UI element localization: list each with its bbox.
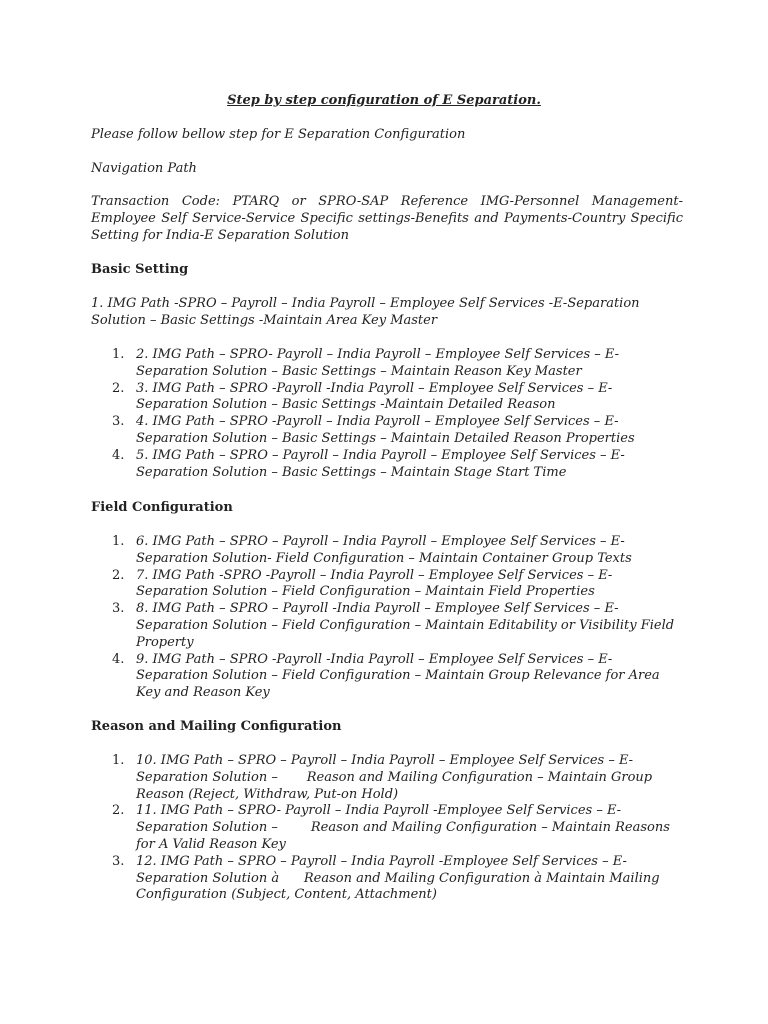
basic-setting-first-path: 1. IMG Path -SPRO – Payroll – India Payroll – Employee Self Services -E-Separation Solution – Basic Settings -Maintain Area Key Master <box>91 296 640 328</box>
list-item <box>91 753 683 803</box>
list-item-text: 4. IMG Path – SPRO -Payroll – India Payroll – Employee Self Services – E-Separation Solution – Basic Settings – Maintain Detailed Reason Properties <box>136 414 635 446</box>
list-item-text: 5. IMG Path – SPRO – Payroll – India Payroll – Employee Self Services – E-Separation Solution – Basic Settings – Maintain Stage Start Time <box>136 447 625 480</box>
list-number: 3. <box>112 601 125 617</box>
list-item-text: 12. IMG Path – SPRO – Payroll – India Payroll -Employee Self Services – E-Separation Solution à Reason and Mailing Configuration à Maintain Mailing Configuration (Subject, Content, Attachment) <box>136 853 660 903</box>
list-item <box>91 381 683 415</box>
list-item-text: 10. IMG Path – SPRO – Payroll – India Payroll – Employee Self Services – E-Separation Solution – Reason and Mailing Configuration – Maintain Group Reason (Reject, Withdraw, Put-on Hold) <box>136 753 653 802</box>
list-number: 1. <box>112 347 125 362</box>
list-item-text: 6. IMG Path – SPRO – Payroll – India Payroll – Employee Self Services – E-Separation Solution- Field Configuration – Maintain Container Group Texts <box>136 534 632 566</box>
list-item <box>91 347 683 381</box>
list-item <box>91 568 683 602</box>
list-item <box>91 601 683 651</box>
list-number: 3. <box>112 414 125 430</box>
list-item <box>91 414 683 448</box>
basic-setting-list <box>91 347 683 481</box>
intro-text: Please follow bellow step for E Separation Configuration <box>91 127 466 142</box>
transaction-code-paragraph: Transaction Code: PTARQ or SPRO-SAP Reference IMG-Personnel Management-Employee Self Service-Service Specific settings-Benefits and Payments-Country Specific Setting for India-E Separation Solution <box>91 194 683 243</box>
list-item-text: 3. IMG Path – SPRO -Payroll -India Payroll – Employee Self Services – E-Separation Solution – Basic Settings -Maintain Detailed Reason <box>136 380 613 413</box>
document-title: Step by step configuration of E Separation. <box>227 93 541 108</box>
list-number: 4. <box>112 447 125 463</box>
list-item-text: 2. IMG Path – SPRO- Payroll – India Payroll – Employee Self Services – E-Separation Solution – Basic Settings – Maintain Reason Key Master <box>136 347 620 379</box>
list-number: 1. <box>112 534 125 549</box>
field-configuration-list <box>91 534 683 702</box>
list-item <box>91 652 683 702</box>
list-number: 2. <box>112 380 125 396</box>
list-number: 1. <box>112 753 125 768</box>
reason-mailing-heading: Reason and Mailing Configuration <box>91 719 342 734</box>
list-number: 3. <box>112 853 125 869</box>
list-item <box>91 534 683 568</box>
list-item <box>91 803 683 853</box>
list-item <box>91 448 683 482</box>
list-number: 4. <box>112 651 125 667</box>
basic-setting-heading: Basic Setting <box>91 262 189 277</box>
reason-mailing-list <box>91 753 683 904</box>
field-configuration-heading: Field Configuration <box>91 500 233 515</box>
list-item-text: 9. IMG Path – SPRO -Payroll -India Payroll – Employee Self Services – E-Separation Solution – Field Configuration – Maintain Group Relevance for Area Key and Reason Key <box>136 651 660 701</box>
list-number: 2. <box>112 803 125 819</box>
list-item-text: 8. IMG Path – SPRO – Payroll -India Payroll – Employee Self Services – E-Separation Solution – Field Configuration – Maintain Editability or Visibility Field Property <box>136 601 675 650</box>
list-item-text: 11. IMG Path – SPRO- Payroll – India Payroll -Employee Self Services – E-Separation Solution – Reason and Mailing Configuration – Maintain Reasons for A Valid Reason Key <box>136 803 670 852</box>
list-item-text: 7. IMG Path -SPRO -Payroll – India Payroll – Employee Self Services – E-Separation Solution – Field Configuration – Maintain Field Properties <box>136 567 613 600</box>
navigation-path-label: Navigation Path <box>91 161 197 176</box>
list-item <box>91 854 683 904</box>
list-number: 2. <box>112 567 125 583</box>
